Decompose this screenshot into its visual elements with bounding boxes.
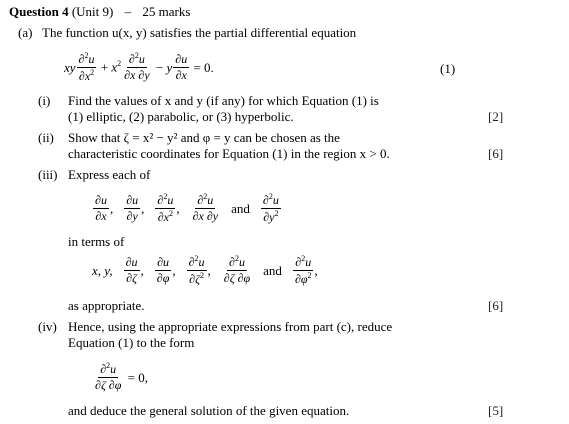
equation-number: (1) (440, 61, 456, 76)
item-i-line1: Find the values of x and y (if any) for which Equation (1) is (68, 93, 379, 108)
as-appropriate: as appropriate. (68, 298, 145, 313)
item-iii-line1: Express each of (68, 167, 151, 182)
item-ii-line2: characteristic coordinates for Equation (1) in the region x > 0. (68, 146, 390, 161)
item-iii-marks: [6] (488, 298, 504, 313)
part-a-label: (a) (18, 25, 33, 40)
item-iv-line1: Hence, using the appropriate expressions from part (c), reduce (68, 319, 393, 334)
partial-derivatives-xy: $\frac{\partial u}{\partial x}$ , $\frac{\partial u}{\partial y}$ , $\frac{\partial^2u}{\partial x^2}$ , $\frac{\partial^2u}{\partial x \partial y}$ and $\frac{\partial^2u}{\partial y^2}$ (95, 191, 279, 224)
pde-equation-1: xy $\frac{\partial^2u}{\partial x^2}$ + $x^2$ $\frac{\partial^2u}{\partial x \partial y}$ − y $\frac{\partial u}{\partial x}$ = 0. (64, 50, 214, 83)
item-iii-label: (iii) (38, 167, 58, 182)
question-marks: 25 marks (142, 4, 191, 19)
and-word-1: and (231, 200, 250, 216)
question-title: Question 4 (9, 4, 69, 19)
header-dash: – (124, 4, 132, 19)
unit-label: (Unit 9) (71, 4, 114, 19)
item-ii-marks: [6] (488, 146, 504, 161)
item-iv-final: and deduce the general solution of the given equation. (68, 403, 350, 418)
item-i-line2: (1) elliptic, (2) parabolic, or (3) hyperbolic. (68, 109, 294, 124)
item-ii-label: (ii) (38, 130, 54, 145)
part-a-intro: The function u(x, y) satisfies the partial differential equation (42, 25, 357, 40)
item-iv-line2: Equation (1) to the form (68, 335, 195, 350)
question-header (9, 5, 190, 18)
item-iv-label: (iv) (38, 319, 57, 334)
in-terms-of: in terms of (68, 234, 125, 249)
and-word-2: and (263, 262, 282, 278)
partial-derivatives-zeta-phi: x, y, $\frac{\partial u}{\partial\zeta}$ , $\frac{\partial u}{\partial\varphi}$ , $\frac{\partial^2u}{\partial\zeta^2}$ , $\frac{\partial^2u}{\partial\zeta \partial\varphi}$ and $\frac{\partial^2u}{\partial\varphi^2}$ , (92, 253, 318, 286)
reduced-equation: $\frac{\partial^2u}{\partial\zeta \partial\varphi}$ = 0, (95, 361, 148, 392)
item-i-marks: [2] (488, 109, 504, 124)
item-iv-marks: [5] (488, 403, 504, 418)
item-i-label: (i) (38, 93, 51, 108)
item-ii-line1: Show that ζ = x² − y² and φ = y can be chosen as the (68, 130, 340, 145)
variables-xy: x, y, (92, 262, 113, 278)
